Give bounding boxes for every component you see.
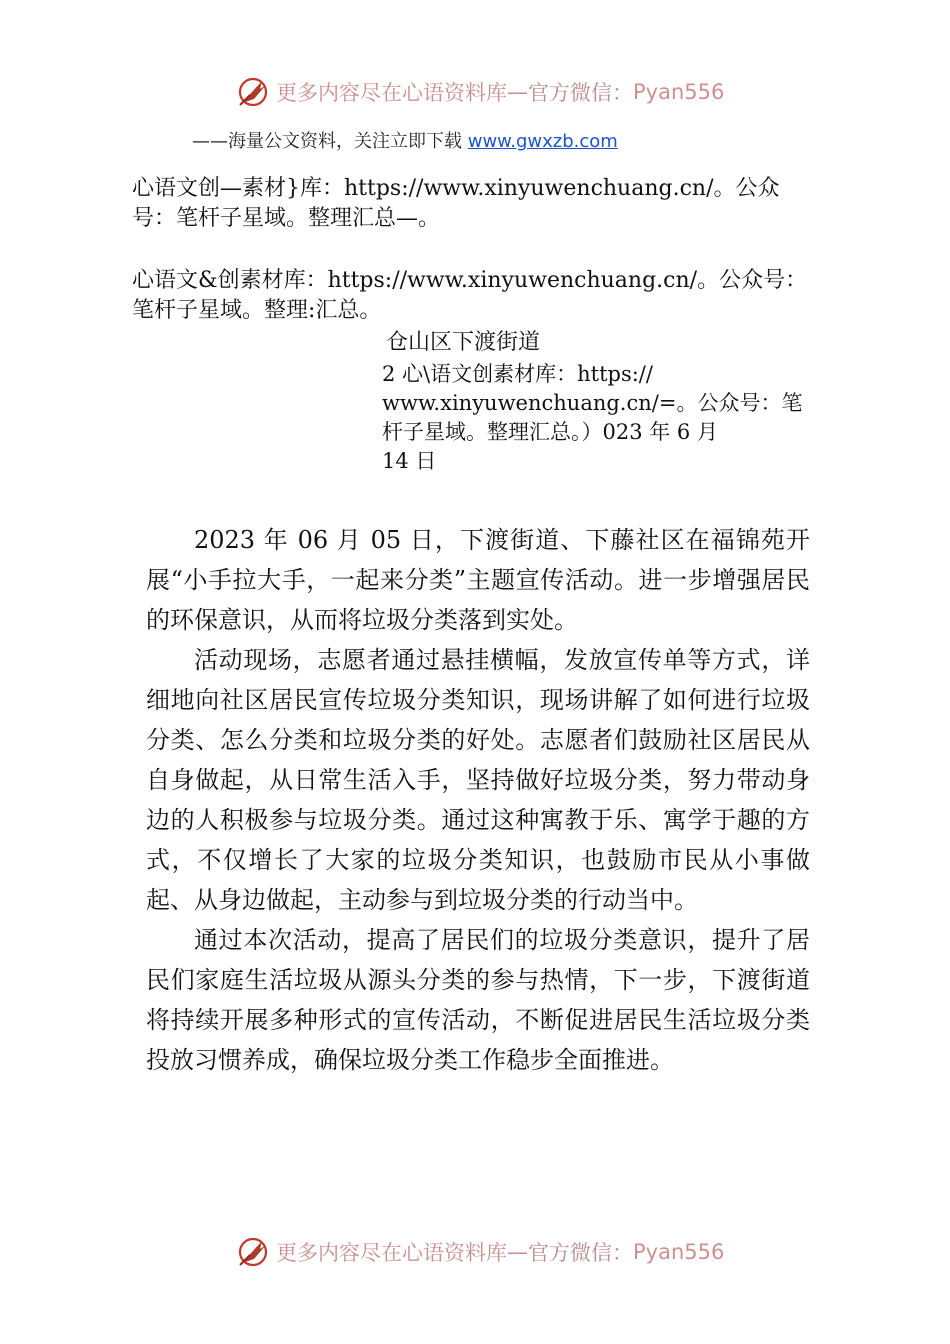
footer-banner — [236, 1235, 724, 1269]
subline — [192, 127, 618, 153]
watermark-line-1: 心语文创—素材}库：https://www.xinyuwenchuang.cn/。公众 — [132, 176, 780, 201]
footer-brand: 更多内容尽在心语资料库 — [276, 1241, 507, 1265]
footer-dash: — — [507, 1240, 528, 1264]
signature-org: 仓山区下渡街道 — [386, 330, 541, 355]
footer-contact-label: 官方微信： — [528, 1241, 633, 1265]
header-banner — [236, 75, 724, 109]
header-contact-label: 官方微信： — [528, 81, 633, 105]
quill-logo-icon — [236, 1235, 270, 1269]
article-body — [146, 520, 810, 1080]
header-dash: — — [507, 80, 528, 104]
quill-logo-icon — [236, 75, 270, 109]
signature-line-3: 杆子星域。整理汇总。）023 年 6 月 — [382, 420, 718, 444]
footer-wechat-id: Pyan556 — [633, 1240, 725, 1264]
paragraph-2: 活动现场，志愿者通过悬挂横幅，发放宣传单等方式，详细地向社区居民宣传垃圾分类知识，现场讲解了如何进行垃圾分类、怎么分类和垃圾分类的好处。志愿者们鼓励社区居民从自身做起，从日常生活入手，坚持做好垃圾分类，努力带动身边的人积极参与垃圾分类。通过这种寓教于乐、寓学于趣的方式，不仅增长了大家的垃圾分类知识，也鼓励市民从小事做起、从身边做起，主动参与到垃圾分类的行动当中。 — [146, 646, 810, 914]
signature-line-4: 14 日 — [382, 449, 437, 473]
paragraph-3: 通过本次活动，提高了居民们的垃圾分类意识，提升了居民们家庭生活垃圾从源头分类的参与热情，下一步，下渡街道将持续开展多种形式的宣传活动，不断促进居民生活垃圾分类投放习惯养成，确保垃圾分类工作稳步全面推进。 — [146, 926, 810, 1074]
subline-text: ——海量公文资料，关注立即下载 — [192, 131, 462, 152]
header-brand: 更多内容尽在心语资料库 — [276, 81, 507, 105]
header-wechat-id: Pyan556 — [633, 80, 725, 104]
signature-line-1: 2 心\语文创素材库：https:// — [382, 362, 653, 386]
download-link[interactable]: www.gwxzb.com — [467, 131, 618, 152]
signature-line-2: www.xinyuwenchuang.cn/=。公众号：笔 — [382, 391, 803, 415]
watermark-line-2: 号：笔杆子星域。整理汇总—。 — [132, 206, 441, 231]
paragraph-1: 2023 年 06 月 05 日，下渡街道、下藤社区在福锦苑开展“小手拉大手，一起来分类”主题宣传活动。进一步增强居民的环保意识，从而将垃圾分类落到实处。 — [146, 526, 810, 634]
watermark-line-3: 心语文&创素材库：https://www.xinyuwenchuang.cn/。公众号： — [132, 268, 808, 293]
watermark-line-4: 笔杆子星域。整理:汇总。 — [132, 298, 382, 323]
